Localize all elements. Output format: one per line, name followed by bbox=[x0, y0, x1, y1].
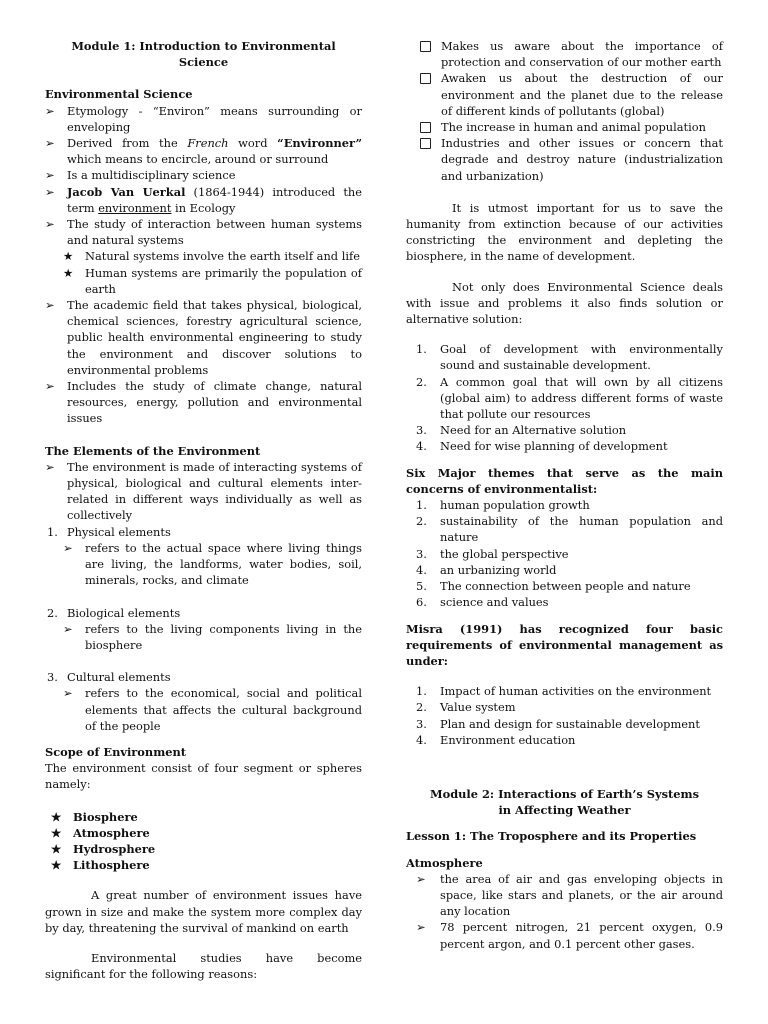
list-item: 4. an urbanizing world bbox=[416, 562, 557, 577]
six-themes-heading: Six Major themes that serve as the main concerns of environmentalist: bbox=[406, 465, 723, 496]
list-item: 3. Need for an Alternative solution bbox=[416, 423, 627, 438]
list-item: 5. The connection between people and nature bbox=[416, 579, 691, 594]
lesson1-heading: Lesson 1: The Troposphere and its Properties bbox=[406, 829, 697, 844]
list-item: 3. Plan and design for sustainable development bbox=[416, 716, 700, 731]
list-item: ★ Hydrosphere bbox=[51, 841, 156, 856]
list-item: 1. Physical elements bbox=[47, 524, 171, 539]
misra-heading: Misra (1991) has recognized four basic requirements of environmental management as under: bbox=[406, 621, 723, 668]
list-item: ★ Biosphere bbox=[51, 809, 138, 824]
module1-title: Module 1: Introduction to Environmental Science bbox=[71, 39, 336, 70]
list-item: ➢ Jacob Van Uerkal (1864-1944) introduced the term environment in Ecology bbox=[45, 184, 362, 215]
list-item: 2. Biological elements bbox=[47, 605, 181, 620]
arrow-bullet-icon: ➢ bbox=[416, 871, 426, 886]
scope-heading: Scope of Environment bbox=[45, 744, 187, 759]
spheres-list bbox=[45, 809, 362, 874]
list-item: 2. sustainability of the human population and nature bbox=[416, 514, 723, 545]
paragraph: Not only does Environmental Science deals with issue and problems it also finds solution or alternative solution: bbox=[406, 279, 723, 327]
list-item: 2. A common goal that will own by all citizens (global aim) to address different forms of waste that pollute our resources bbox=[416, 374, 723, 422]
list-item: ➢ Etymology - “Environ” means surrounding or enveloping bbox=[45, 103, 362, 134]
arrow-bullet-icon: ➢ bbox=[63, 540, 73, 555]
arrow-bullet-icon: ➢ bbox=[63, 686, 73, 701]
list-item: ➢ refers to the living components living in the biosphere bbox=[63, 621, 362, 652]
star-bullet-icon: ★ bbox=[51, 858, 62, 873]
list-item: ➢ The study of interaction between human systems and natural systems bbox=[45, 217, 362, 248]
list-item: 2. Value system bbox=[416, 700, 516, 715]
list-item: 4. Environment education bbox=[416, 732, 576, 747]
list-item: ★ Atmosphere bbox=[51, 825, 150, 840]
checkbox-icon bbox=[420, 138, 431, 149]
arrow-bullet-icon: ➢ bbox=[63, 621, 73, 636]
star-bullet-icon: ★ bbox=[51, 841, 62, 856]
list-item: ★ Lithosphere bbox=[51, 858, 150, 873]
arrow-bullet-icon: ➢ bbox=[45, 217, 55, 232]
star-bullet-icon: ★ bbox=[51, 809, 62, 824]
list-item: ➢ refers to the economical, social and political elements that affects the cultural background of the people bbox=[63, 686, 362, 733]
arrow-bullet-icon: ➢ bbox=[45, 103, 55, 118]
paragraph: It is utmost important for us to save the humanity from extinction because of our activities constricting the environment and depleting the biosphere, in the name of development. bbox=[406, 200, 723, 264]
left-column bbox=[45, 38, 362, 982]
star-bullet-icon: ★ bbox=[63, 265, 74, 280]
right-column bbox=[406, 38, 723, 952]
checkbox-item: Makes us aware about the importance of protection and conservation of our mother earth bbox=[406, 38, 723, 70]
list-item: 1. human population growth bbox=[416, 498, 590, 513]
list-item: ➢ The environment is made of interacting systems of physical, biological and cultural elements inter-related in different ways individually as well as collectively bbox=[45, 459, 362, 523]
list-item: 3. the global perspective bbox=[416, 546, 569, 561]
list-item: ➢ Derived from the French word “Environner” which means to encircle, around or surround bbox=[45, 136, 363, 167]
list-item: ★ Natural systems involve the earth itself and life bbox=[63, 249, 360, 264]
checkbox-icon bbox=[420, 122, 431, 133]
list-item: ➢ refers to the actual space where living things are living, the landforms, water bodies, soil, minerals, rocks, and climate bbox=[63, 540, 362, 588]
env-science-heading: Environmental Science bbox=[45, 87, 193, 102]
checkbox-item: Industries and other issues or concern that degrade and destroy nature (industrialization and urbanization) bbox=[406, 135, 723, 184]
list-item: ➢ the area of air and gas enveloping objects in space, like stars and planets, or the air around any location bbox=[416, 871, 723, 919]
star-bullet-icon: ★ bbox=[63, 249, 74, 264]
arrow-bullet-icon: ➢ bbox=[45, 136, 55, 151]
atmosphere-heading: Atmosphere bbox=[406, 855, 483, 870]
checkbox-icon bbox=[420, 41, 431, 52]
module2-title: Module 2: Interactions of Earth’s Systems in Affecting Weather bbox=[429, 786, 699, 818]
list-item: 4. Need for wise planning of development bbox=[416, 439, 668, 454]
checkbox-icon bbox=[420, 73, 431, 84]
list-item: ➢ Is a multidisciplinary science bbox=[45, 168, 236, 183]
arrow-bullet-icon: ➢ bbox=[45, 459, 55, 474]
list-item: 1. Impact of human activities on the environment bbox=[416, 684, 712, 699]
list-item: ➢ Includes the study of climate change, natural resources, energy, pollution and environmental issues bbox=[45, 379, 362, 426]
list-item: 6. science and values bbox=[416, 595, 549, 610]
arrow-bullet-icon: ➢ bbox=[45, 184, 55, 199]
star-bullet-icon: ★ bbox=[51, 825, 62, 840]
list-item: 3. Cultural elements bbox=[47, 670, 171, 685]
list-item: ➢ 78 percent nitrogen, 21 percent oxygen, 0.9 percent argon, and 0.1 percent other gases. bbox=[416, 920, 723, 951]
arrow-bullet-icon: ➢ bbox=[45, 298, 55, 313]
arrow-bullet-icon: ➢ bbox=[45, 168, 55, 183]
elements-heading: The Elements of the Environment bbox=[45, 443, 261, 458]
paragraph: Environmental studies have become significant for the following reasons: bbox=[45, 950, 362, 982]
arrow-bullet-icon: ➢ bbox=[45, 379, 55, 394]
checkbox-item: Awaken us about the destruction of our environment and the planet due to the release of different kinds of pollutants (global) bbox=[406, 70, 723, 119]
scope-intro: The environment consist of four segment or spheres namely: bbox=[45, 761, 362, 792]
paragraph: A great number of environment issues have grown in size and make the system more complex day by day, threatening the survival of mankind on earth bbox=[45, 888, 362, 935]
list-item: 1. Goal of development with environmentally sound and sustainable development. bbox=[416, 342, 723, 373]
list-item: ➢ The academic field that takes physical, biological, chemical sciences, forestry agricultural science, public health environmental engineering to study the environment and discover solutions to environmental problems bbox=[45, 298, 362, 377]
checkbox-item: The increase in human and animal population bbox=[406, 119, 723, 135]
arrow-bullet-icon: ➢ bbox=[416, 920, 426, 935]
list-item: ★ Human systems are primarily the population of earth bbox=[63, 265, 362, 296]
